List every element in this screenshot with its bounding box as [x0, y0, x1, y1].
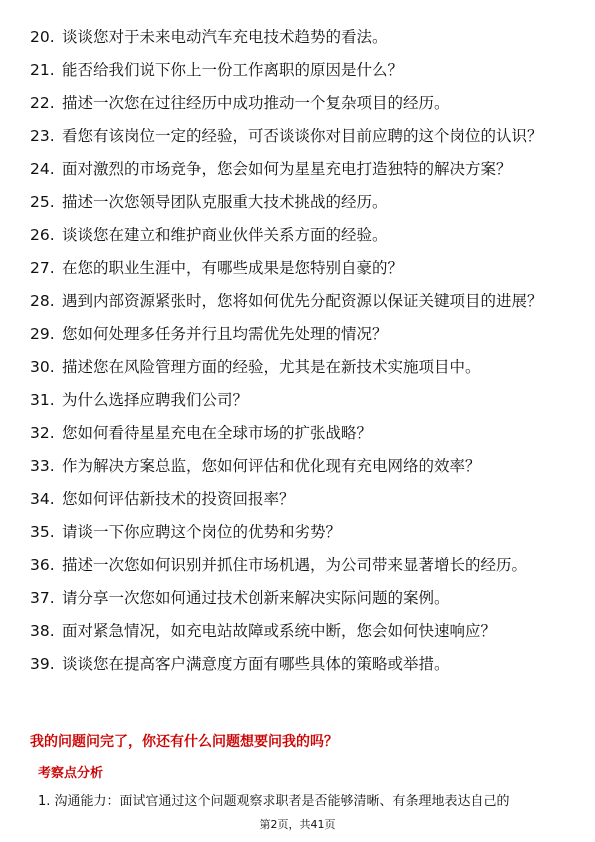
question-item: [30, 455, 570, 477]
question-item: [30, 389, 570, 411]
page-footer: 第2页，共41页: [259, 818, 336, 831]
question-text: 为什么选择应聘我们公司？: [62, 391, 249, 409]
question-text: 您如何看待星星充电在全球市场的扩张战略？: [62, 424, 373, 442]
question-text: 看您有该岗位一定的经验，可否谈谈你对目前应聘的这个岗位的认识？: [62, 127, 543, 145]
question-item: [30, 158, 570, 180]
question-number: 28.: [30, 292, 55, 310]
question-text: 遇到内部资源紧张时，您将如何优先分配资源以保证关键项目的进展？: [62, 292, 543, 310]
question-item: [30, 554, 570, 576]
question-text: 能否给我们说下你上一份工作离职的原因是什么？: [62, 61, 404, 79]
question-text: 您如何评估新技术的投资回报率？: [62, 490, 295, 508]
question-number: 22.: [30, 94, 55, 112]
question-number: 35.: [30, 523, 55, 541]
question-text: 作为解决方案总监，您如何评估和优化现有充电网络的效率？: [62, 457, 481, 475]
question-number: 39.: [30, 655, 55, 673]
question-number: 36.: [30, 556, 55, 574]
question-item: [30, 356, 570, 378]
question-text: 描述一次您领导团队克服重大技术挑战的经历。: [62, 193, 388, 211]
question-text: 谈谈您在建立和维护商业伙伴关系方面的经验。: [62, 226, 388, 244]
question-item: [30, 422, 570, 444]
question-number: 23.: [30, 127, 55, 145]
question-text: 谈谈您在提高客户满意度方面有哪些具体的策略或举措。: [62, 655, 450, 673]
question-item: [30, 323, 570, 345]
question-item: [30, 92, 570, 114]
question-number: 20.: [30, 28, 55, 46]
question-text: 面对激烈的市场竞争，您会如何为星星充电打造独特的解决方案？: [62, 160, 512, 178]
closing-question: 我的问题问完了，你还有什么问题想要问我的吗？: [30, 734, 338, 750]
question-number: 37.: [30, 589, 55, 607]
question-text: 描述一次您如何识别并抓住市场机遇，为公司带来显著增长的经历。: [62, 556, 528, 574]
question-item: [30, 587, 570, 609]
question-text: 请分享一次您如何通过技术创新来解决实际问题的案例。: [62, 589, 450, 607]
question-number: 25.: [30, 193, 55, 211]
question-text: 面对紧急情况，如充电站故障或系统中断，您会如何快速响应？: [62, 622, 497, 640]
analysis-heading: 考察点分析: [38, 766, 104, 781]
question-text: 您如何处理多任务并行且均需优先处理的情况？: [62, 325, 388, 343]
question-item: [30, 653, 570, 675]
question-text: 在您的职业生涯中，有哪些成果是您特别自豪的？: [62, 259, 404, 277]
question-item: [30, 125, 570, 147]
question-item: [30, 224, 570, 246]
question-number: 29.: [30, 325, 55, 343]
question-text: 描述一次您在过往经历中成功推动一个复杂项目的经历。: [62, 94, 450, 112]
question-text: 谈谈您对于未来电动汽车充电技术趋势的看法。: [62, 28, 388, 46]
question-item: [30, 257, 570, 279]
question-item: [30, 59, 570, 81]
question-number: 21.: [30, 61, 55, 79]
question-text: 请谈一下你应聘这个岗位的优势和劣势？: [62, 523, 342, 541]
question-list: [30, 26, 570, 686]
question-text: 描述您在风险管理方面的经验，尤其是在新技术实施项目中。: [62, 358, 481, 376]
question-item: [30, 290, 570, 312]
question-item: [30, 620, 570, 642]
question-number: 24.: [30, 160, 55, 178]
analysis-item: 1. 沟通能力：面试官通过这个问题观察求职者是否能够清晰、有条理地表达自己的: [38, 794, 510, 809]
question-number: 31.: [30, 391, 55, 409]
question-item: [30, 488, 570, 510]
question-item: [30, 191, 570, 213]
question-number: 33.: [30, 457, 55, 475]
question-number: 30.: [30, 358, 55, 376]
question-number: 38.: [30, 622, 55, 640]
question-item: [30, 26, 570, 48]
question-item: [30, 521, 570, 543]
question-number: 32.: [30, 424, 55, 442]
question-number: 27.: [30, 259, 55, 277]
question-number: 26.: [30, 226, 55, 244]
question-number: 34.: [30, 490, 55, 508]
